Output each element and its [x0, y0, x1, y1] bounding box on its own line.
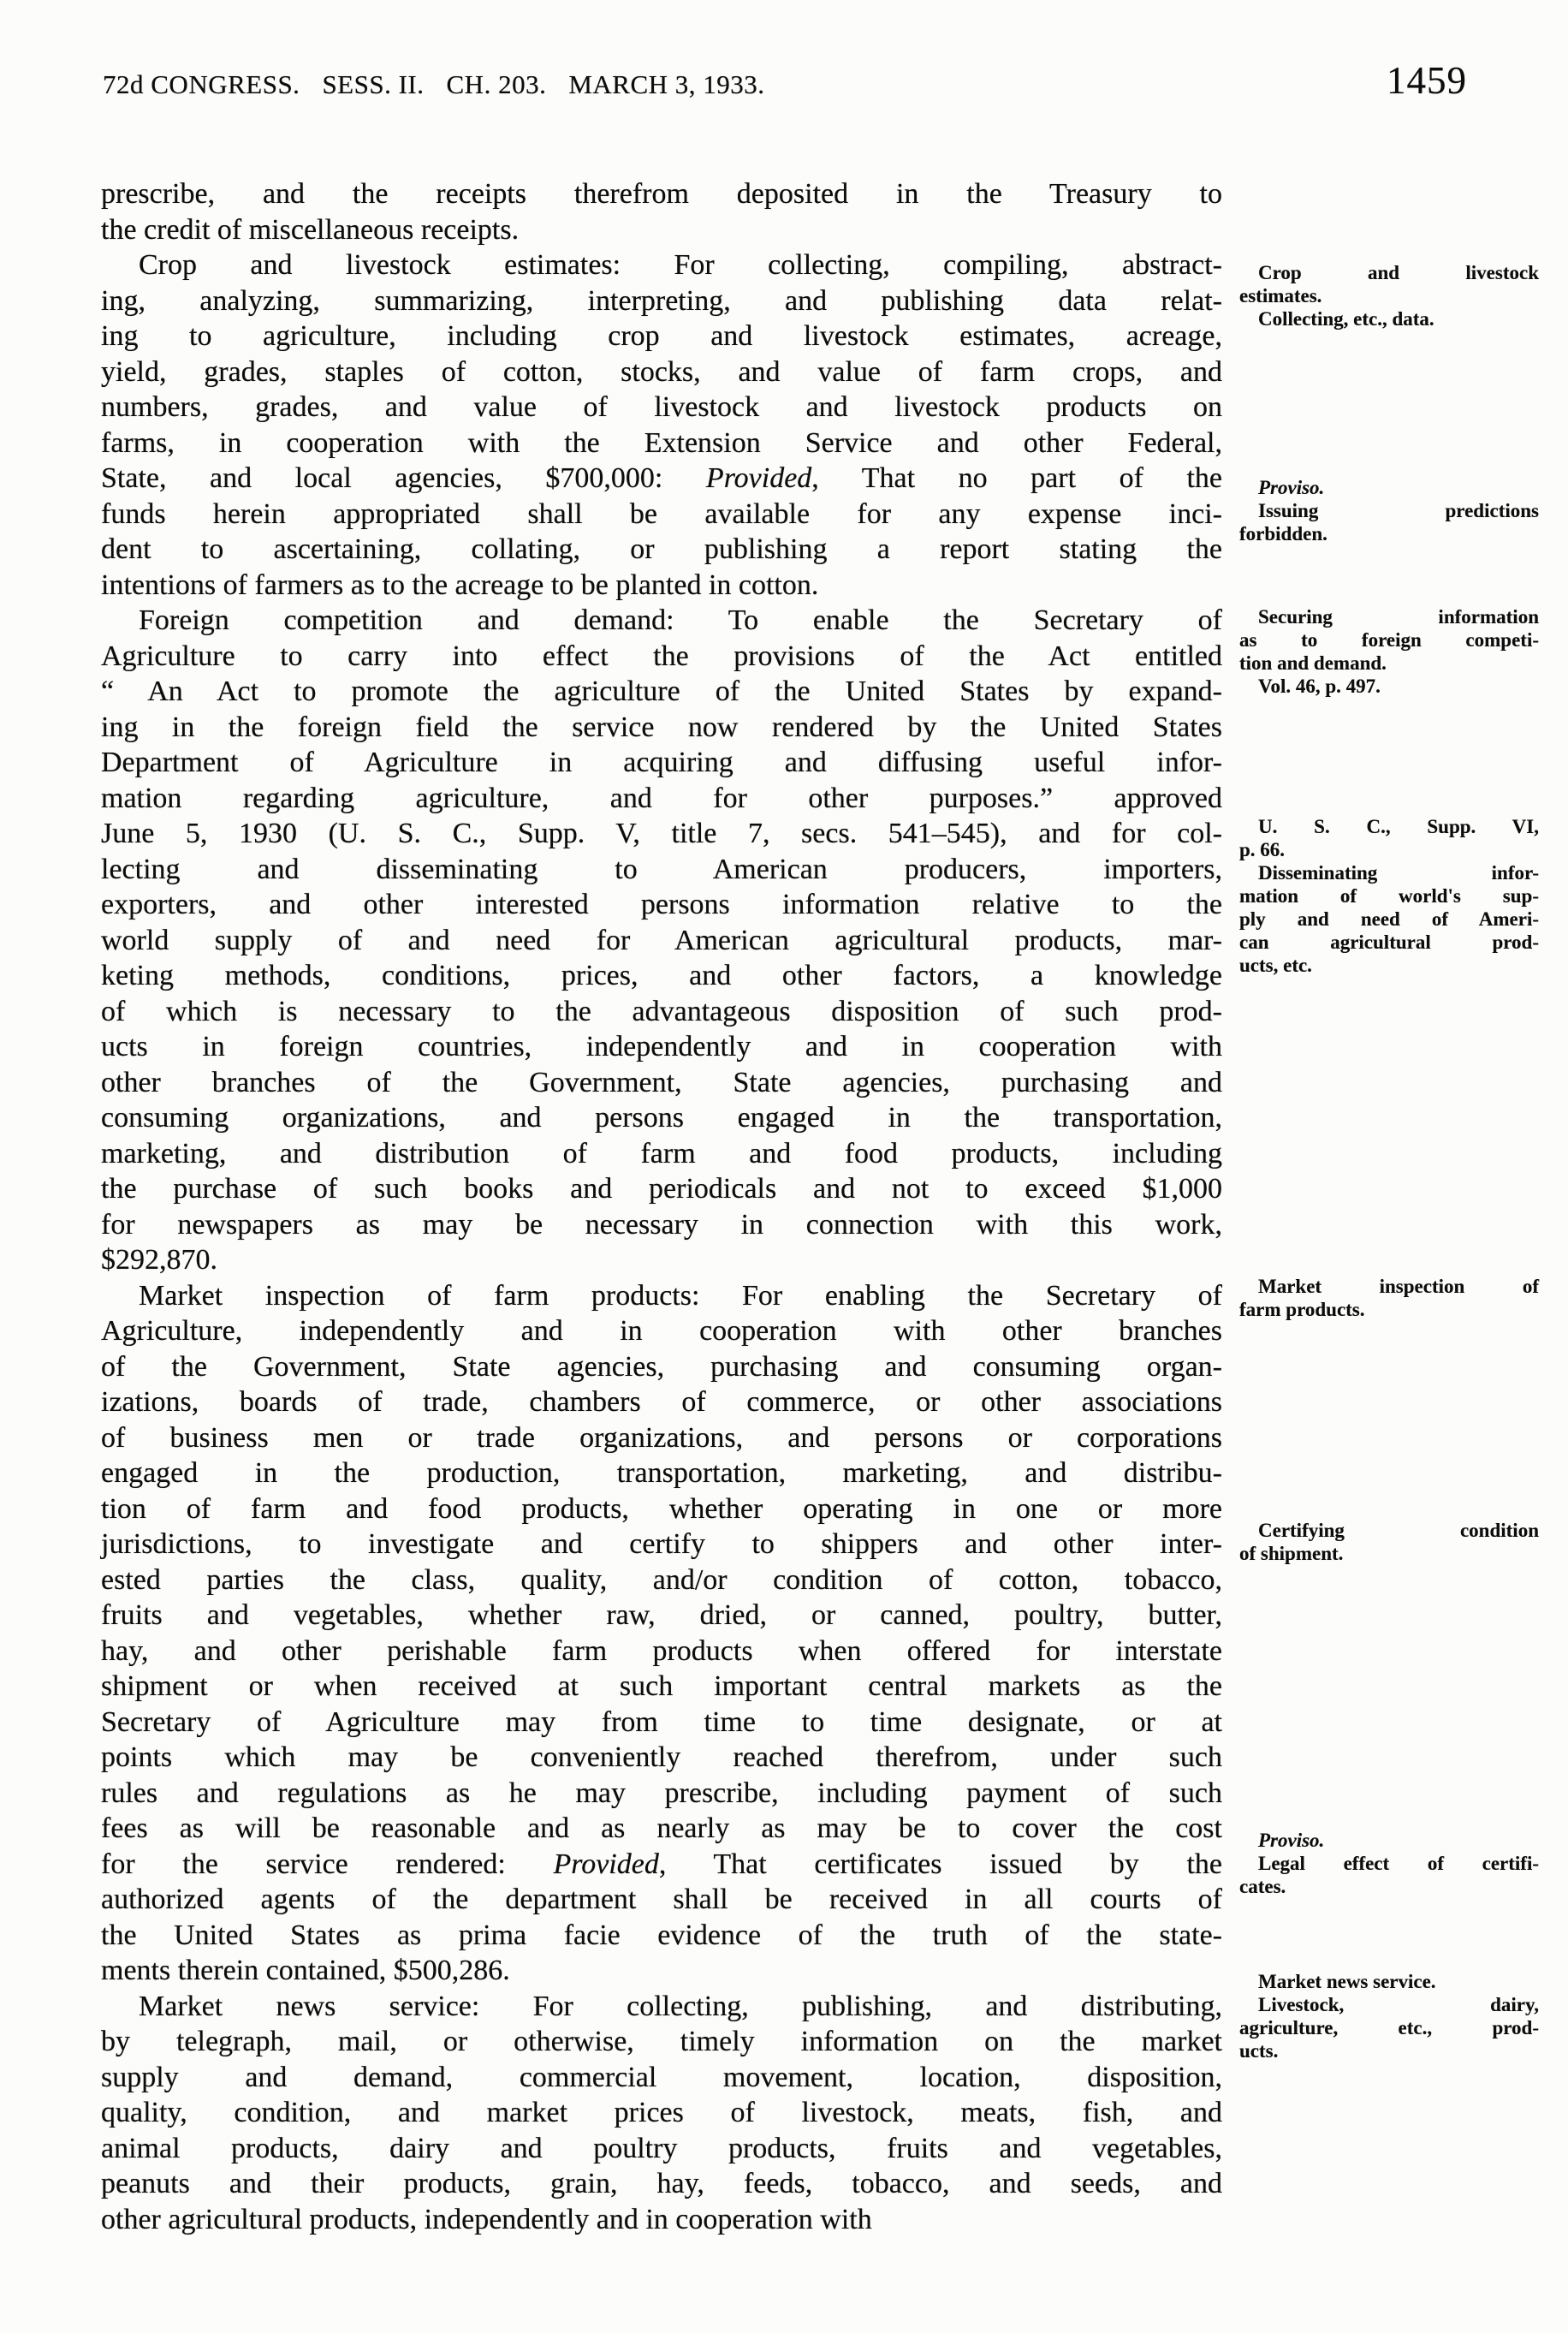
- text-line: [1239, 675, 1539, 698]
- text-line: [101, 1455, 1222, 1491]
- text-segment: by telegraph, mail, or otherwise, timely information on the market: [101, 2026, 1222, 2057]
- text-segment: Agriculture to carry into effect the provisions of the Act entitled: [101, 640, 1222, 672]
- text-line: [1239, 954, 1539, 977]
- text-segment: the credit of miscellaneous receipts.: [101, 213, 520, 246]
- text-segment: of the Government, State agencies, purchasing and consuming organ-: [101, 1350, 1222, 1383]
- text-line: [101, 318, 1222, 354]
- margin-note: [1239, 1829, 1539, 1898]
- body-paragraph: [101, 176, 1222, 247]
- body-paragraph: [101, 1278, 1222, 1989]
- margin-notes-column: [1239, 0, 1539, 2333]
- margin-note: [1239, 815, 1539, 977]
- text-line: [101, 994, 1222, 1030]
- text-segment: other agricultural products, independently and in cooperation with: [101, 2203, 872, 2235]
- text-segment: can agricultural prod-: [1239, 931, 1539, 953]
- text-line: [101, 1882, 1222, 1918]
- text-segment: Foreign competition and demand: To enable the Secretary of: [139, 604, 1222, 636]
- text-line: [1239, 1519, 1539, 1542]
- text-segment: ucts.: [1239, 2040, 1279, 2062]
- body-paragraph: [101, 247, 1222, 603]
- text-line: [1239, 1852, 1539, 1875]
- text-line: [101, 283, 1222, 319]
- text-segment: of shipment.: [1239, 1543, 1344, 1564]
- text-segment: ing to agriculture, including crop and livestock estimates, acreage,: [101, 320, 1222, 352]
- text-line: [1239, 476, 1539, 499]
- text-line: [1239, 307, 1539, 330]
- text-line: [1239, 1275, 1539, 1298]
- margin-note: [1239, 261, 1539, 330]
- body-column: [101, 176, 1222, 2237]
- body-paragraph: [101, 603, 1222, 1278]
- text-segment: exporters, and other interested persons information relative to the: [101, 889, 1222, 920]
- text-segment: consuming organizations, and persons engaged in the transportation,: [101, 1102, 1222, 1134]
- text-segment: U. S. C., Supp. VI,: [1258, 816, 1539, 837]
- text-segment: ply and need of Ameri-: [1239, 908, 1539, 930]
- text-segment: ing, analyzing, summarizing, interpreting, and publishing data relat-: [101, 284, 1222, 317]
- text-line: [1239, 1829, 1539, 1852]
- text-line: [101, 1953, 1222, 1989]
- text-line: [1239, 1993, 1539, 2016]
- text-line: [101, 1669, 1222, 1705]
- text-line: [101, 816, 1222, 852]
- text-line: [101, 2095, 1222, 2131]
- text-segment: mation regarding agriculture, and for other purposes.” approved: [101, 782, 1222, 814]
- text-segment: farm products.: [1239, 1299, 1365, 1320]
- text-segment: quality, condition, and market prices of livestock, meats, fish, and: [101, 2097, 1222, 2128]
- text-segment: points which may be conveniently reached therefrom, under such: [101, 1741, 1222, 1773]
- text-line: [101, 745, 1222, 781]
- text-segment: numbers, grades, and value of livestock and livestock products on: [101, 391, 1222, 423]
- text-line: [101, 497, 1222, 533]
- text-segment: Department of Agriculture in acquiring and diffusing useful infor-: [101, 747, 1222, 778]
- text-segment: Market inspection of: [1258, 1276, 1539, 1297]
- text-line: [1239, 1970, 1539, 1993]
- text-line: [101, 710, 1222, 746]
- text-segment: $292,870.: [101, 1244, 217, 1276]
- text-line: [1239, 261, 1539, 284]
- text-segment: tion and demand.: [1239, 652, 1387, 674]
- text-line: [101, 1278, 1222, 1314]
- text-segment: rules and regulations as he may prescribe, including payment of such: [101, 1777, 1222, 1809]
- text-segment: of which is necessary to the advantageous disposition of such prod-: [101, 995, 1222, 1027]
- text-segment: fruits and vegetables, whether raw, dried, or canned, poultry, butter,: [101, 1599, 1222, 1631]
- italic-text: Proviso.: [1258, 1830, 1325, 1851]
- text-segment: estimates.: [1239, 285, 1322, 307]
- text-segment: intentions of farmers as to the acreage to be planted in cotton.: [101, 568, 819, 601]
- text-line: [101, 1634, 1222, 1669]
- text-line: [1239, 284, 1539, 307]
- text-segment: supply and demand, commercial movement, location, disposition,: [101, 2061, 1222, 2093]
- margin-note: [1239, 476, 1539, 545]
- text-line: [101, 639, 1222, 675]
- text-line: [101, 568, 1222, 604]
- text-line: [101, 1313, 1222, 1349]
- citation-congress: 72d CONGRESS.: [103, 69, 300, 99]
- text-segment: Crop and livestock estimates: For collecting, compiling, abstract-: [139, 249, 1222, 281]
- text-line: [101, 1420, 1222, 1456]
- text-line: [101, 1242, 1222, 1278]
- text-line: [101, 390, 1222, 426]
- text-line: [1239, 884, 1539, 908]
- text-line: [101, 1918, 1222, 1954]
- text-segment: , That certificates issued by the: [658, 1848, 1222, 1880]
- text-segment: the purchase of such books and periodicals and not to exceed $1,000: [101, 1173, 1222, 1205]
- text-segment: izations, boards of trade, chambers of commerce, or other associations: [101, 1386, 1222, 1418]
- text-segment: animal products, dairy and poultry products, fruits and vegetables,: [101, 2132, 1222, 2164]
- text-segment: other branches of the Government, State agencies, purchasing and: [101, 1066, 1222, 1098]
- text-segment: authorized agents of the department shall be received in all courts of: [101, 1884, 1222, 1915]
- italic-text: Provided: [705, 462, 812, 494]
- text-segment: yield, grades, staples of cotton, stocks, and value of farm crops, and: [101, 355, 1222, 388]
- text-line: [1239, 522, 1539, 545]
- text-line: [101, 2202, 1222, 2238]
- margin-note: [1239, 605, 1539, 698]
- text-line: [1239, 628, 1539, 652]
- text-segment: keting methods, conditions, prices, and other factors, a knowledge: [101, 960, 1222, 991]
- text-segment: Market inspection of farm products: For enabling the Secretary of: [139, 1279, 1222, 1312]
- citation-date: MARCH 3, 1933.: [568, 69, 765, 99]
- text-segment: Securing information: [1258, 606, 1539, 628]
- body-paragraph: [101, 1989, 1222, 2238]
- text-segment: marketing, and distribution of farm and food products, including: [101, 1137, 1222, 1169]
- text-line: [101, 1740, 1222, 1776]
- margin-note: [1239, 1970, 1539, 2062]
- text-line: [101, 1207, 1222, 1243]
- header-citation: [103, 69, 765, 100]
- text-line: [101, 1384, 1222, 1420]
- text-line: [101, 212, 1222, 248]
- text-line: [101, 674, 1222, 710]
- text-line: [101, 1100, 1222, 1136]
- text-line: [101, 852, 1222, 888]
- text-line: [1239, 1298, 1539, 1321]
- italic-text: Provided: [553, 1848, 659, 1880]
- text-segment: shipment or when received at such important central markets as the: [101, 1670, 1222, 1702]
- text-segment: Market news service.: [1258, 1971, 1436, 1992]
- text-line: [101, 603, 1222, 639]
- text-line: [101, 2166, 1222, 2202]
- text-segment: mation of world's sup-: [1239, 885, 1539, 907]
- text-segment: Crop and livestock: [1258, 262, 1539, 283]
- text-line: [101, 426, 1222, 461]
- text-line: [1239, 1542, 1539, 1565]
- text-line: [101, 2024, 1222, 2060]
- text-segment: June 5, 1930 (U. S. C., Supp. V, title 7, secs. 541–545), and for col-: [101, 818, 1222, 849]
- text-line: [101, 1029, 1222, 1065]
- text-segment: dent to ascertaining, collating, or publishing a report stating the: [101, 533, 1222, 565]
- text-line: [1239, 605, 1539, 628]
- text-line: [101, 1705, 1222, 1741]
- text-line: [1239, 2016, 1539, 2039]
- text-line: [1239, 652, 1539, 675]
- text-segment: as to foreign competi-: [1239, 629, 1539, 651]
- text-segment: lecting and disseminating to American producers, importers,: [101, 853, 1222, 885]
- text-segment: forbidden.: [1239, 523, 1327, 545]
- text-segment: “ An Act to promote the agriculture of the United States by expand-: [101, 675, 1222, 707]
- citation-session: SESS. II.: [322, 69, 425, 99]
- text-line: [101, 354, 1222, 390]
- margin-note: [1239, 1519, 1539, 1565]
- text-segment: of business men or trade organizations, and persons or corporations: [101, 1421, 1222, 1454]
- page-number: 1459: [1387, 59, 1467, 102]
- text-segment: fees as will be reasonable and as nearly as may be to cover the cost: [101, 1812, 1222, 1844]
- text-line: [101, 532, 1222, 568]
- text-line: [101, 1598, 1222, 1634]
- text-line: [1239, 861, 1539, 884]
- text-segment: prescribe, and the receipts therefrom deposited in the Treasury to: [101, 178, 1222, 210]
- text-segment: Certifying condition: [1258, 1520, 1539, 1541]
- text-line: [101, 781, 1222, 817]
- text-line: [101, 1989, 1222, 2025]
- text-segment: Disseminating infor-: [1258, 862, 1539, 884]
- text-segment: for newspapers as may be necessary in connection with this work,: [101, 1208, 1222, 1241]
- text-segment: ments therein contained, $500,286.: [101, 1955, 510, 1986]
- text-segment: ucts in foreign countries, independently and in cooperation with: [101, 1031, 1222, 1062]
- text-segment: Agriculture, independently and in cooperation with other branches: [101, 1315, 1222, 1347]
- text-segment: Collecting, etc., data.: [1258, 308, 1434, 330]
- text-segment: funds herein appropriated shall be available for any expense inci-: [101, 497, 1222, 530]
- text-line: [101, 176, 1222, 212]
- text-segment: jurisdictions, to investigate and certify to shippers and other inter-: [101, 1528, 1222, 1560]
- text-line: [1239, 1875, 1539, 1898]
- text-segment: cates.: [1239, 1876, 1286, 1897]
- text-segment: Livestock, dairy,: [1258, 1994, 1539, 2015]
- text-line: [1239, 931, 1539, 954]
- text-line: [101, 2131, 1222, 2167]
- text-segment: State, and local agencies, $700,000:: [101, 462, 706, 494]
- text-segment: Vol. 46, p. 497.: [1258, 675, 1381, 697]
- text-segment: the United States as prima facie evidence of the truth of the state-: [101, 1919, 1222, 1951]
- text-segment: ested parties the class, quality, and/or condition of cotton, tobacco,: [101, 1563, 1222, 1596]
- citation-chapter: CH. 203.: [446, 69, 547, 99]
- text-line: [101, 1065, 1222, 1101]
- text-line: [101, 1527, 1222, 1562]
- text-line: [101, 1136, 1222, 1172]
- text-segment: Issuing predictions: [1258, 500, 1539, 521]
- text-line: [101, 958, 1222, 994]
- text-line: [101, 1349, 1222, 1385]
- text-segment: p. 66.: [1239, 839, 1286, 860]
- text-segment: hay, and other perishable farm products when offered for interstate: [101, 1634, 1222, 1667]
- text-segment: ucts, etc.: [1239, 955, 1312, 976]
- text-segment: Market news service: For collecting, publishing, and distributing,: [139, 1990, 1222, 2022]
- text-line: [1239, 499, 1539, 522]
- text-segment: Secretary of Agriculture may from time to time designate, or at: [101, 1705, 1222, 1738]
- text-segment: tion of farm and food products, whether operating in one or more: [101, 1492, 1222, 1525]
- text-line: [101, 247, 1222, 283]
- text-line: [101, 2060, 1222, 2096]
- text-line: [101, 923, 1222, 959]
- text-segment: agriculture, etc., prod-: [1239, 2017, 1539, 2038]
- text-line: [101, 887, 1222, 923]
- text-line: [101, 1562, 1222, 1598]
- text-line: [101, 1811, 1222, 1847]
- text-segment: farms, in cooperation with the Extension Service and other Federal,: [101, 426, 1222, 459]
- text-line: [101, 1847, 1222, 1883]
- text-line: [1239, 815, 1539, 838]
- text-segment: engaged in the production, transportation, marketing, and distribu-: [101, 1457, 1222, 1489]
- text-line: [101, 1491, 1222, 1527]
- text-line: [1239, 908, 1539, 931]
- text-line: [101, 1776, 1222, 1812]
- margin-note: [1239, 1275, 1539, 1321]
- text-segment: for the service rendered:: [101, 1848, 554, 1880]
- text-segment: , That no part of the: [811, 462, 1222, 494]
- text-segment: world supply of and need for American agricultural products, mar-: [101, 924, 1222, 956]
- text-segment: ing in the foreign field the service now rendered by the United States: [101, 711, 1222, 743]
- text-segment: Legal effect of certifi-: [1258, 1853, 1539, 1874]
- text-line: [1239, 2039, 1539, 2062]
- text-line: [101, 461, 1222, 497]
- text-line: [1239, 838, 1539, 861]
- italic-text: Proviso.: [1258, 477, 1325, 498]
- text-segment: peanuts and their products, grain, hay, feeds, tobacco, and seeds, and: [101, 2168, 1222, 2199]
- text-line: [101, 1171, 1222, 1207]
